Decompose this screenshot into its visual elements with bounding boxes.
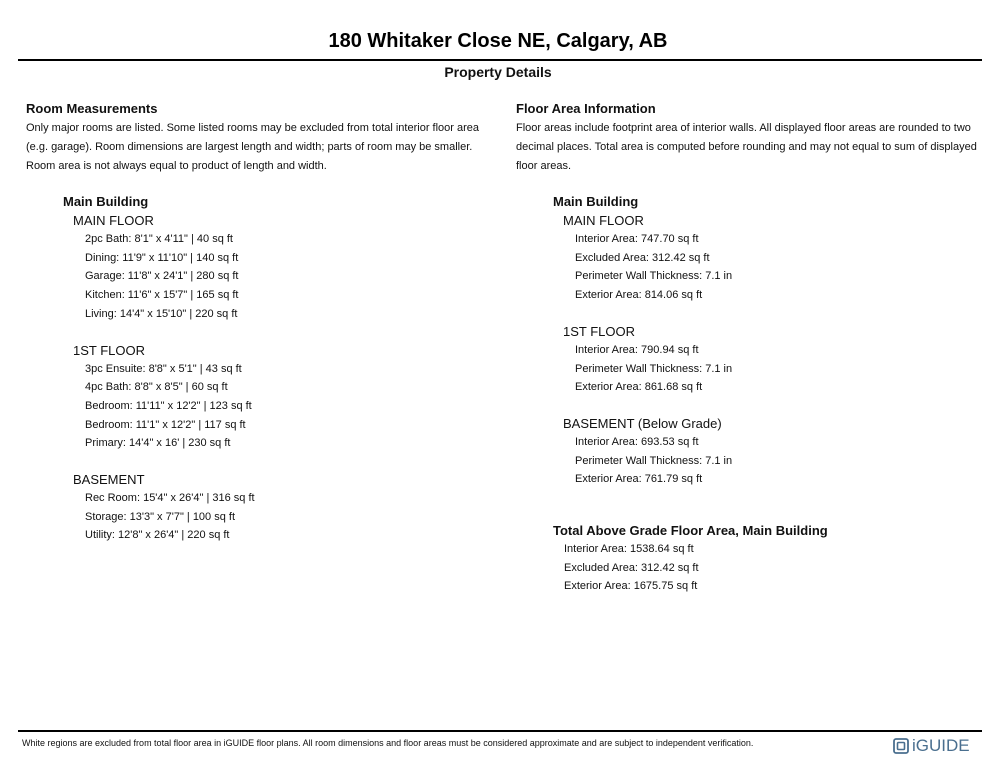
area-item: Interior Area: 747.70 sq ft bbox=[575, 233, 699, 245]
footer-note: White regions are excluded from total floor area in iGUIDE floor plans. All room dimensions and floor areas must be considered approximate and are subject to independent verification. bbox=[22, 738, 754, 748]
area-item: Exterior Area: 861.68 sq ft bbox=[575, 381, 703, 394]
total-area-item: Excluded Area: 312.42 sq ft bbox=[564, 561, 699, 574]
room-item: Kitchen: 11'6" x 15'7" | 165 sq ft bbox=[85, 289, 239, 302]
floor-name: BASEMENT (Below Grade) bbox=[563, 415, 722, 431]
room-item: Rec Room: 15'4" x 26'4" | 316 sq ft bbox=[85, 492, 255, 505]
room-item: Storage: 13'3" x 7'7" | 100 sq ft bbox=[85, 510, 236, 523]
floor-name: MAIN FLOOR bbox=[563, 213, 644, 228]
brand-name: iGUIDE bbox=[912, 736, 970, 755]
floor-name: MAIN FLOOR bbox=[73, 213, 154, 228]
intro-line: (e.g. garage). Room dimensions are largest length and width; parts of room may be smaller. bbox=[26, 141, 473, 153]
room-item: 2pc Bath: 8'1" x 4'11" | 40 sq ft bbox=[85, 233, 233, 245]
room-measurements-intro bbox=[26, 119, 496, 176]
area-item: Perimeter Wall Thickness: 7.1 in bbox=[575, 270, 733, 283]
total-area-heading: Total Above Grade Floor Area, Main Building bbox=[553, 523, 828, 539]
building-name: Main Building bbox=[63, 194, 149, 209]
total-area-item: Interior Area: 1538.64 sq ft bbox=[564, 543, 694, 556]
room-item: Bedroom: 11'11" x 12'2" | 123 sq ft bbox=[85, 399, 252, 412]
header-divider bbox=[18, 59, 982, 61]
floor-area-heading: Floor Area Information bbox=[516, 101, 656, 116]
floor-name: 1ST FLOOR bbox=[73, 342, 146, 358]
room-item: Primary: 14'4" x 16' | 230 sq ft bbox=[85, 437, 231, 450]
intro-line: Only major rooms are listed. Some listed rooms may be excluded from total interior floor area bbox=[26, 122, 480, 134]
floor-name: 1ST FLOOR bbox=[563, 323, 636, 339]
floor-name: BASEMENT bbox=[73, 472, 145, 488]
building-name: Main Building bbox=[553, 194, 639, 209]
intro-line: Floor areas include footprint area of interior walls. All displayed floor areas are rounded to two bbox=[516, 122, 971, 134]
room-item: 4pc Bath: 8'8" x 8'5" | 60 sq ft bbox=[85, 381, 228, 394]
room-item: Bedroom: 11'1" x 12'2" | 117 sq ft bbox=[85, 418, 246, 431]
area-item: Interior Area: 693.53 sq ft bbox=[575, 435, 699, 448]
area-item: Perimeter Wall Thickness: 7.1 in bbox=[575, 454, 733, 467]
floor-area-section bbox=[516, 101, 986, 596]
room-measurements-section bbox=[26, 101, 496, 545]
intro-line: Room area is not always equal to product of length and width. bbox=[26, 160, 327, 172]
area-item: Exterior Area: 761.79 sq ft bbox=[575, 473, 703, 486]
page-title: 180 Whitaker Close NE, Calgary, AB bbox=[328, 30, 668, 52]
room-item: 3pc Ensuite: 8'8" x 5'1" | 43 sq ft bbox=[85, 362, 242, 375]
room-item: Garage: 11'8" x 24'1" | 280 sq ft bbox=[85, 270, 239, 283]
area-item: Perimeter Wall Thickness: 7.1 in bbox=[575, 362, 733, 375]
area-item: Exterior Area: 814.06 sq ft bbox=[575, 289, 703, 302]
area-item: Excluded Area: 312.42 sq ft bbox=[575, 251, 710, 264]
room-item: Utility: 12'8" x 26'4" | 220 sq ft bbox=[85, 529, 230, 542]
footer-divider bbox=[18, 730, 982, 732]
room-measurements-heading: Room Measurements bbox=[26, 101, 158, 116]
iguide-logo bbox=[893, 735, 970, 757]
area-item: Interior Area: 790.94 sq ft bbox=[575, 343, 699, 356]
room-item: Dining: 11'9" x 11'10" | 140 sq ft bbox=[85, 251, 239, 264]
page-subtitle: Property Details bbox=[444, 64, 552, 80]
total-area-item: Exterior Area: 1675.75 sq ft bbox=[564, 580, 698, 593]
room-item: Living: 14'4" x 15'10" | 220 sq ft bbox=[85, 307, 238, 320]
floor-area-intro bbox=[516, 119, 986, 176]
iguide-logo-icon bbox=[893, 738, 909, 754]
intro-line: floor areas. bbox=[516, 160, 572, 172]
intro-line: decimal places. Total area is computed before rounding and may not equal to sum of displayed bbox=[516, 141, 977, 153]
